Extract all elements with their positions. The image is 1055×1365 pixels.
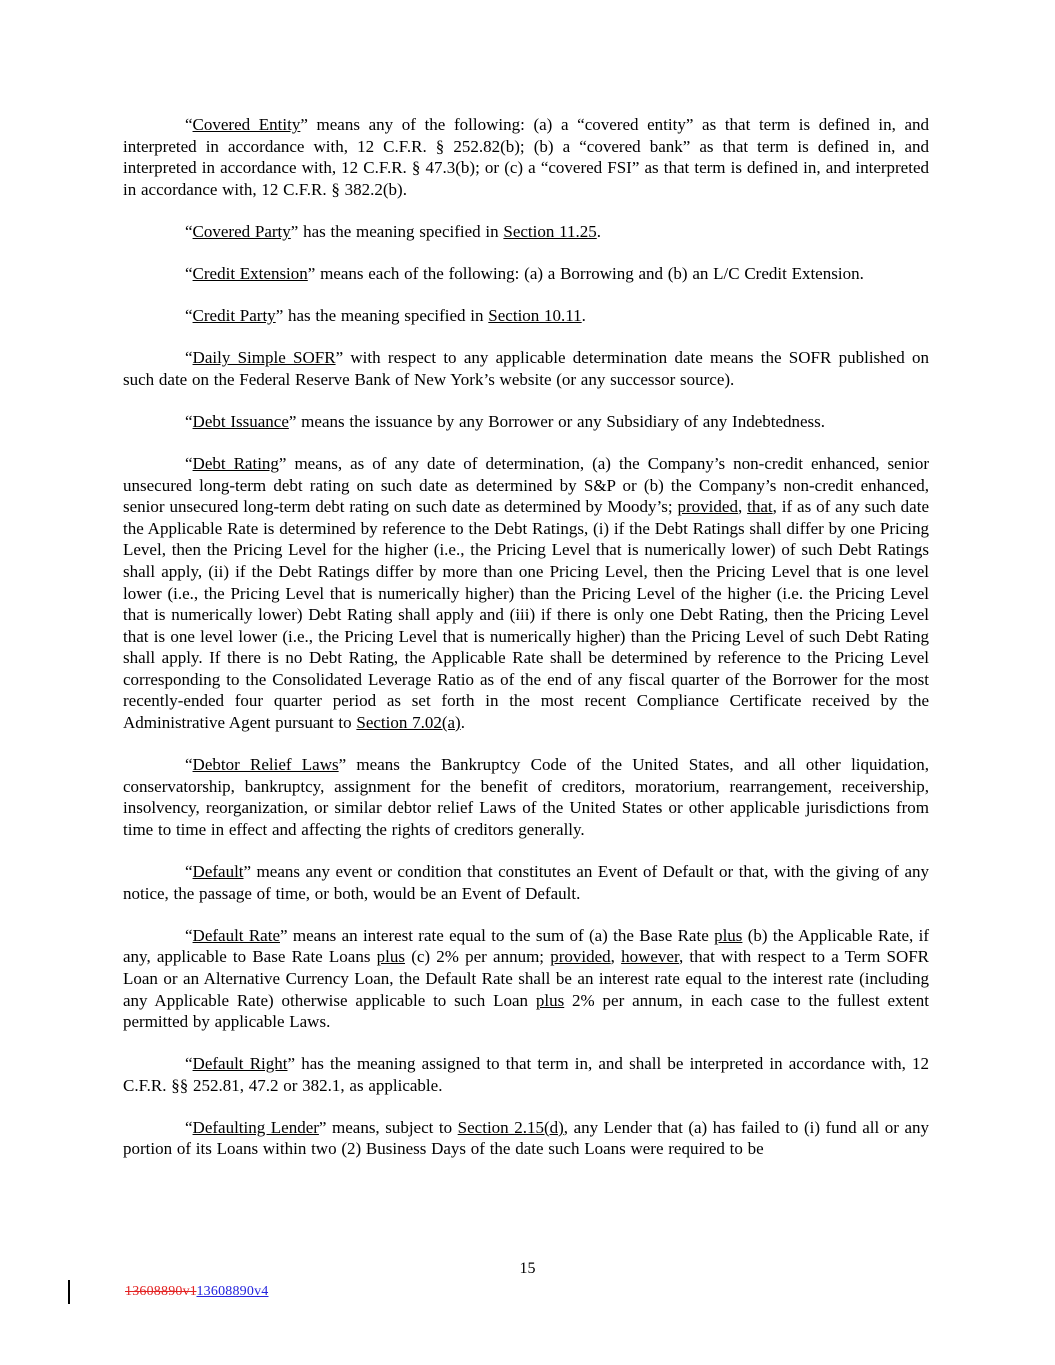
paragraph: “Default Right” has the meaning assigned to that term in, and shall be interpreted in accordance with, 12 C.F.R. §§ 252.81, 47.2 or 382.1, as applicable. [123,1054,930,1095]
paragraph: “Daily Simple SOFR” with respect to any applicable determination date means the SOFR published on such date on the Federal Reserve Bank of New York’s website (or any successor source). [123,348,929,389]
paragraph: “Credit Extension” means each of the following: (a) a Borrowing and (b) an L/C Credit Extension. [185,263,864,283]
paragraph: “Debtor Relief Laws” means the Bankruptcy Code of the United States, and all other liquidation, conservatorship, bankruptcy, assignment for the benefit of creditors, moratorium, rearrangement, receivership, insolvency, reorganization, or similar debtor relief Laws of the United States or other applicable jurisdictions from time to time in effect and affecting the rights of creditors generally. [123,755,929,839]
footer-doc-ids [125,1283,268,1300]
document-content [123,114,929,1160]
paragraph: “Covered Party” has the meaning specified in Section 11.25. [185,221,602,241]
paragraph: “Default” means any event or condition that constitutes an Event of Default or that, with the giving of any notice, the passage of time, or both, would be an Event of Default. [123,862,929,903]
paragraph: “Debt Rating” means, as of any date of determination, (a) the Company’s non-credit enhanced, senior unsecured long-term debt rating on such date as determined by S&P or (b) the Company’s non-credit enhanced, senior unsecured long-term debt rating on such date as determined by Moody’s; provided, that, if as of any such date the Applicable Rate is determined by reference to the Debt Ratings, (i) if the Debt Ratings shall differ by one Pricing Level, then the Pricing Level for the higher (i.e., the Pricing Level that is numerically lower) of such Debt Ratings shall apply, (ii) if the Debt Ratings differ by more than one Pricing Level, then the Pricing Level that is one level lower (i.e., the Pricing Level that is numerically higher) than the Pricing Level of the higher (i.e. the Pricing Level that is numerically lower) Debt Rating shall apply and (iii) if there is only one Debt Rating, then the Pricing Level that is one level lower (i.e., the Pricing Level that is numerically higher) than the Pricing Level of such Debt Rating shall apply. If there is no Debt Rating, the Applicable Rate shall be determined by reference to the Pricing Level corresponding to the Consolidated Leverage Ratio as of the end of any fiscal quarter of the Borrower for the most recently-ended four quarter period as set forth in the most recent Compliance Certificate received by the Administrative Agent pursuant to Section 7.02(a). [123,453,929,733]
revision-change-bar [68,1280,70,1304]
page-number: 15 [519,1260,536,1277]
paragraph: “Credit Party” has the meaning specified in Section 10.11. [185,306,586,326]
paragraph: “Default Rate” means an interest rate equal to the sum of (a) the Base Rate plus (b) the Applicable Rate, if any, applicable to Base Rate Loans plus (c) 2% per annum; provided, however, that with respect to a Term SOFR Loan or an Alternative Currency Loan, the Default Rate shall be an interest rate equal to the interest rate (including any Applicable Rate) otherwise applicable to such Loan plus 2% per annum, in each case to the fullest extent permitted by applicable Laws. [123,925,930,1032]
paragraph: “Debt Issuance” means the issuance by any Borrower or any Subsidiary of any Indebtedness. [185,411,826,431]
paragraph: “Covered Entity” means any of the following: (a) a “covered entity” as that term is defined in, and interpreted in accordance with, 12 C.F.R. § 252.82(b); (b) a “covered bank” as that term is defined in, and interpreted in accordance with, 12 C.F.R. § 47.3(b); or (c) a “covered FSI” as that term is defined in, and interpreted in accordance with, 12 C.F.R. § 382.2(b). [123,115,929,199]
inserted-doc-id: 13608890v4 [196,1284,269,1299]
paragraph: “Defaulting Lender” means, subject to Section 2.15(d), any Lender that (a) has failed to (i) fund all or any portion of its Loans within two (2) Business Days of the date such Loans were required to be [123,1117,929,1159]
deleted-doc-id: 13608890v1 [125,1284,197,1299]
